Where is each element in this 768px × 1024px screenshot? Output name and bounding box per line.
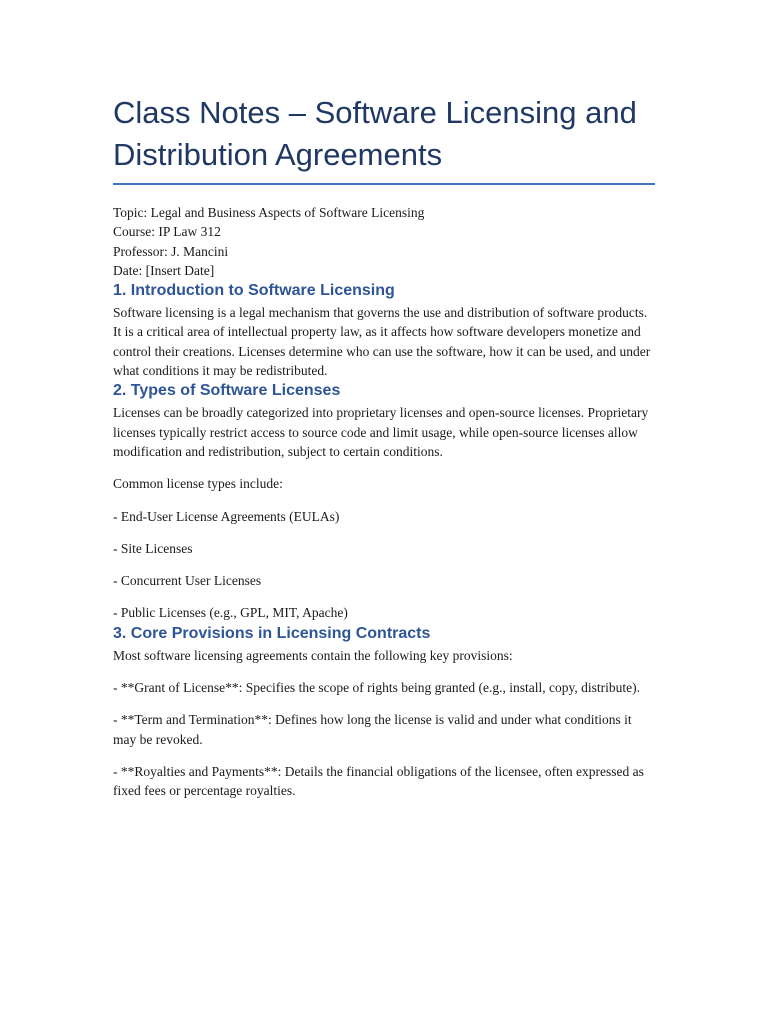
list-item: - Concurrent User Licenses [113,573,262,589]
section-license-types [113,380,655,622]
section-heading: 2. Types of Software Licenses [113,382,341,400]
section-heading: 1. Introduction to Software Licensing [113,282,395,300]
section-core-provisions [113,623,655,801]
document-page [113,92,655,801]
document-title: Class Notes – Software Licensing and Distribution Agreements [113,92,655,185]
meta-course: Course: IP Law 312 [113,224,221,240]
list-item: - End-User License Agreements (EULAs) [113,508,340,524]
list-item: - **Royalties and Payments**: Details the financial obligations of the licensee, often expressed as fixed fees or percentage royalties. [113,763,644,799]
meta-topic: Topic: Legal and Business Aspects of Software Licensing [113,205,425,220]
paragraph: Common license types include: [113,476,283,492]
paragraph: Software licensing is a legal mechanism that governs the use and distribution of software products. It is a critical area of intellectual property law, as it affects how software developers monetize and control their creations. Licenses determine who can use the software, how it can be used, and under what conditions it may be redistributed. [113,305,651,379]
list-item: - **Term and Termination**: Defines how long the license is valid and under what conditions it may be revoked. [113,712,632,747]
meta-date: Date: [Insert Date] [113,262,215,278]
list-item: - Public Licenses (e.g., GPL, MIT, Apache) [113,605,348,621]
list-item: - Site Licenses [113,540,193,556]
document-metadata [113,203,655,280]
list-item: - **Grant of License**: Specifies the scope of rights being granted (e.g., install, copy, distribute). [113,680,640,696]
paragraph: Most software licensing agreements contain the following key provisions: [113,647,513,663]
meta-professor: Professor: J. Mancini [113,243,229,259]
paragraph: Licenses can be broadly categorized into proprietary licenses and open-source licenses. Proprietary licenses typically restrict access to source code and limit usage, while open-source licenses allow modification and redistribution, subject to certain conditions. [113,405,649,459]
section-introduction [113,280,655,380]
section-heading: 3. Core Provisions in Licensing Contracts [113,624,431,642]
